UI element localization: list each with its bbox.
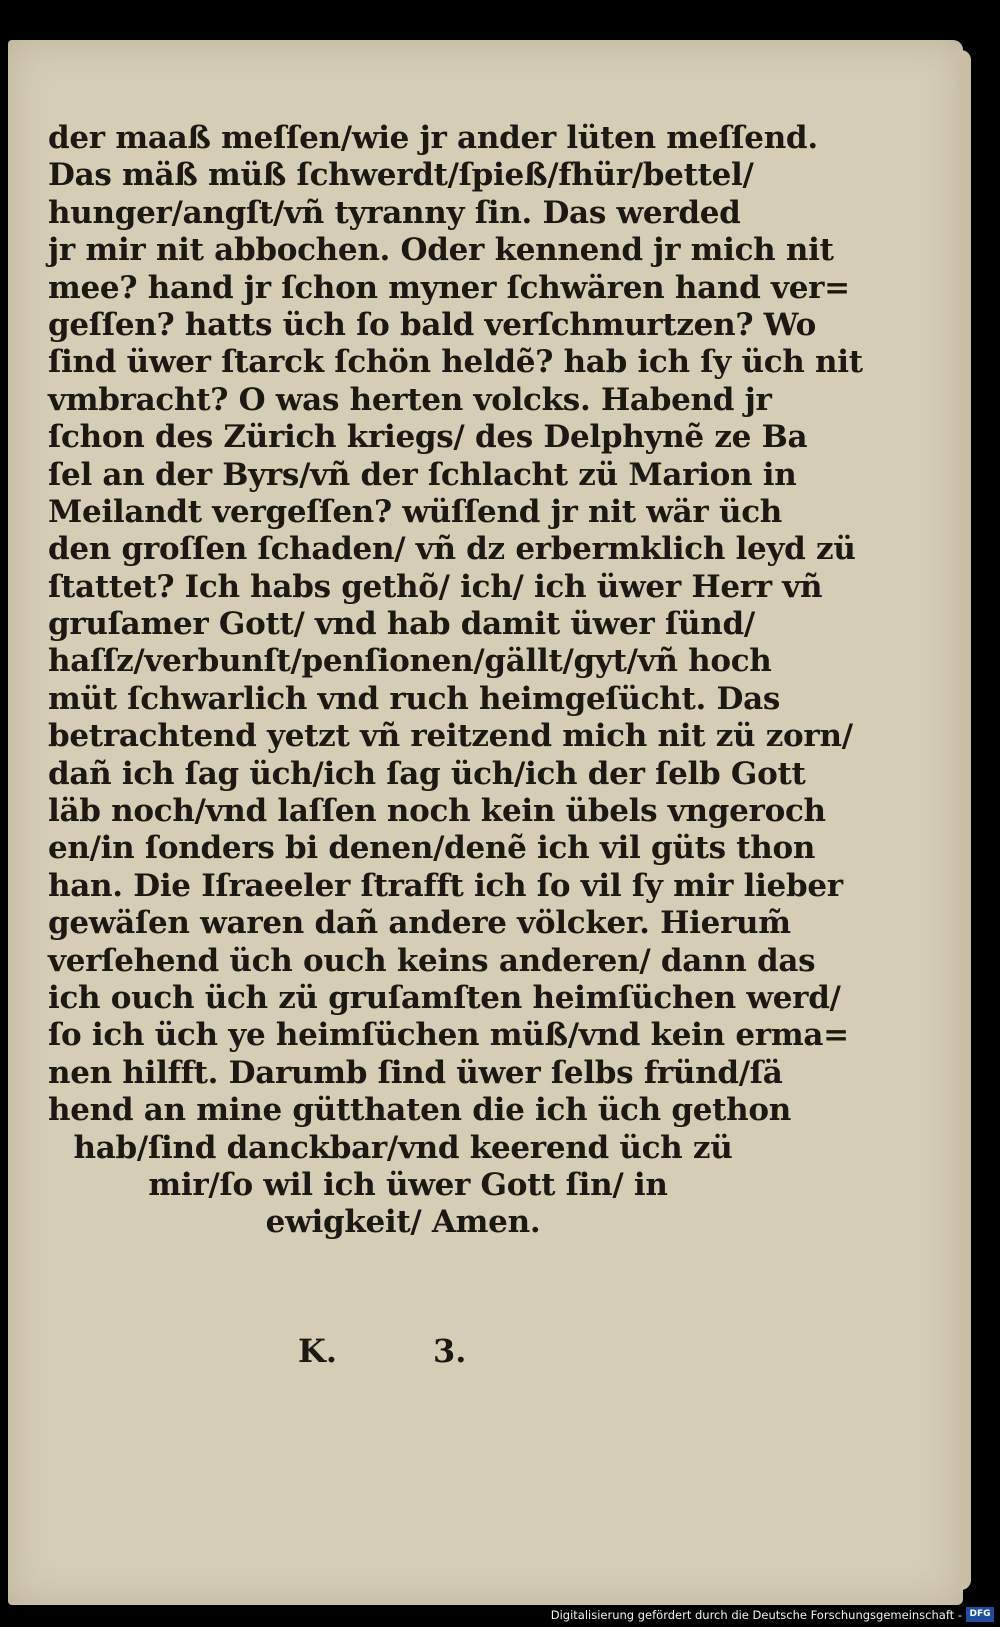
text-line: vmbracht? O was herten volcks. Habend jr <box>48 381 772 418</box>
text-line: verſehend üch ouch keins anderen/ dann das <box>48 942 816 979</box>
text-line: hunger/angſt/vñ tyranny ſin. Das werded <box>48 194 741 231</box>
text-line: müt ſchwarlich vnd ruch heimgeſücht. Das <box>48 680 781 717</box>
text-line: jr mir nit abbochen. Oder kennend jr mich nit <box>48 232 834 269</box>
text-line: Meilandt vergeſſen? wüſſend jr nit wär üch <box>48 493 783 530</box>
text-line: ſtattet? Ich habs gethõ/ ich/ ich üwer Herr vñ <box>48 568 823 605</box>
text-line: ſo ich üch ye heimſüchen müß/vnd kein erma= <box>48 1017 849 1054</box>
footer-bar <box>0 1605 1000 1627</box>
text-line: betrachtend yetzt vñ reitzend mich nit zü zorn/ <box>48 718 853 755</box>
text-line: der maaß meſſen/wie jr ander lüten meſſend. <box>48 120 818 156</box>
text-line: gruſamer Gott/ vnd hab damit üwer ſünd/ <box>48 606 755 643</box>
text-line: gewäſen waren dañ andere völcker. Hierum̃ <box>48 905 791 942</box>
text-line: han. Die Iſraeeler ſtrafft ich ſo vil ſy mir lieber <box>48 867 843 904</box>
text-line: dañ ich ſag üch/ich ſag üch/ich der ſelb Gott <box>48 755 806 792</box>
signature-left: K. <box>298 1332 337 1370</box>
text-line-centered: mir/ſo wil ich üwer Gott ſin/ in <box>148 1166 668 1203</box>
text-line: läb noch/vnd laſſen noch kein übels vngeroch <box>48 793 826 830</box>
text-line: ſind üwer ſtarck ſchön heldẽ? hab ich ſy üch nit <box>48 344 863 381</box>
text-line: haſſz/verbunſt/penſionen/gällt/gyt/vñ hoch <box>48 643 772 680</box>
text-line: nen hilfft. Darumb ſind üwer ſelbs fründ/ſä <box>48 1054 783 1091</box>
text-line: en/in ſonders bi denen/denẽ ich vil güts thon <box>48 830 816 867</box>
dfg-logo-icon: DFG <box>966 1607 994 1622</box>
signature-right: 3. <box>433 1332 467 1370</box>
text-line: ſel an der Byrs/vñ der ſchlacht zü Marion in <box>48 456 797 493</box>
text-line-centered: hab/ſind danckbar/vnd keerend üch zü <box>73 1129 733 1166</box>
page-edge <box>957 50 971 1590</box>
text-line: Das mäß müß ſchwerdt/ſpieß/fhür/bettel/ <box>48 157 754 194</box>
text-line: geſſen? hatts üch ſo bald verſchmurtzen? Wo <box>48 306 817 343</box>
text-line-centered: ewigkeit/ Amen. <box>265 1204 541 1241</box>
text-line: hend an mine gütthaten die ich üch gethon <box>48 1092 792 1129</box>
page-text <box>48 120 863 1242</box>
text-line: ſchon des Zürich kriegs/ des Delphynẽ ze Ba <box>48 419 808 456</box>
book-page <box>8 40 963 1605</box>
text-line: den groſſen ſchaden/ vñ dz erbermklich leyd zü <box>48 531 856 568</box>
funding-notice: Digitalisierung gefördert durch die Deutsche Forschungsgemeinschaft - <box>550 1608 962 1622</box>
text-line: mee? hand jr ſchon myner ſchwären hand ver= <box>48 269 850 306</box>
text-line: ich ouch üch zü gruſamſten heimſüchen werd/ <box>48 979 841 1016</box>
